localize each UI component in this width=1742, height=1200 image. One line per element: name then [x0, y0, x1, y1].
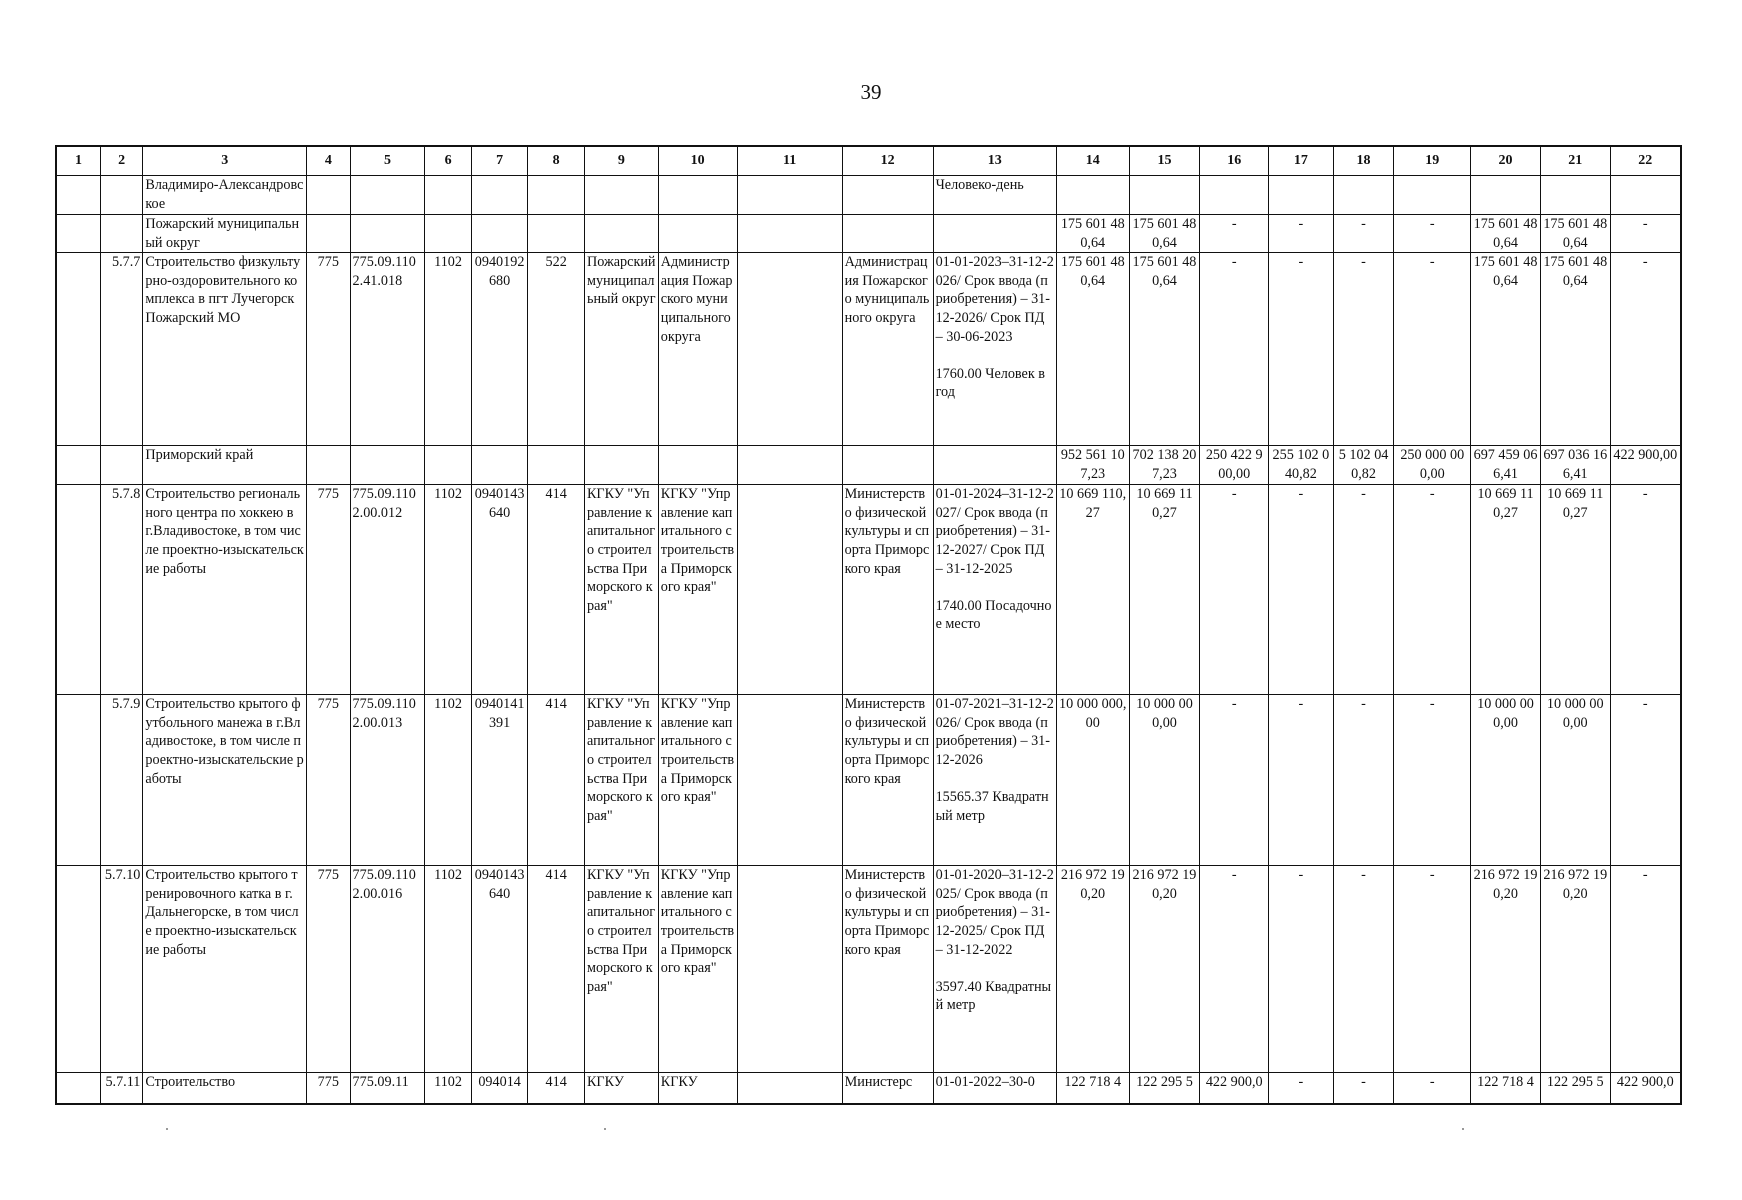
table-cell [737, 485, 842, 695]
column-header: 2 [100, 146, 142, 176]
table-cell [471, 215, 528, 253]
table-cell: - [1333, 253, 1394, 446]
table-cell [1540, 176, 1610, 215]
table-cell: 175 601 480,64 [1129, 253, 1200, 446]
table-cell: Человеко-день [933, 176, 1056, 215]
column-header: 7 [471, 146, 528, 176]
table-cell [584, 446, 658, 485]
table-cell: 775.09.1102.41.018 [350, 253, 425, 446]
table-cell: 175 601 480,64 [1471, 253, 1541, 446]
table-cell: 775.09.1102.00.013 [350, 695, 425, 866]
table-cell [737, 176, 842, 215]
column-header: 17 [1269, 146, 1334, 176]
table-cell: КГКУ "Управление капитального строительства Приморского края" [584, 485, 658, 695]
column-header: 1 [56, 146, 100, 176]
table-cell: 702 138 207,23 [1129, 446, 1200, 485]
table-cell: - [1269, 866, 1334, 1073]
table-cell: - [1200, 485, 1269, 695]
scan-speck [166, 1128, 168, 1130]
table-cell: 094014 [471, 1073, 528, 1104]
table-cell [425, 446, 471, 485]
table-row [56, 446, 1681, 485]
table-cell [56, 695, 100, 866]
table-cell [528, 446, 585, 485]
table-cell [1129, 176, 1200, 215]
table-cell: 10 669 110,27 [1129, 485, 1200, 695]
column-header: 5 [350, 146, 425, 176]
table-cell [737, 1073, 842, 1104]
table-cell: 175 601 480,64 [1056, 253, 1129, 446]
table-cell [350, 446, 425, 485]
table-cell [350, 215, 425, 253]
column-header: 10 [658, 146, 737, 176]
table-cell: КГКУ "Управление капитального строительства Приморского края" [658, 695, 737, 866]
table-cell [528, 176, 585, 215]
table-cell: - [1269, 695, 1334, 866]
table-row [56, 176, 1681, 215]
budget-table [55, 145, 1682, 1105]
table-cell: - [1610, 695, 1681, 866]
table-cell: - [1200, 253, 1269, 446]
table-cell: Владимиро-Александровское [143, 176, 307, 215]
table-cell [737, 446, 842, 485]
table-cell [471, 176, 528, 215]
table-cell: Министерс [842, 1073, 933, 1104]
table-cell [1269, 176, 1334, 215]
table-cell [933, 446, 1056, 485]
table-cell: - [1610, 253, 1681, 446]
table-cell: - [1269, 215, 1334, 253]
scan-speck [1462, 1128, 1464, 1130]
table-cell: 10 000 000,00 [1056, 695, 1129, 866]
table-cell [56, 1073, 100, 1104]
table-cell: - [1394, 485, 1471, 695]
table-cell: 414 [528, 695, 585, 866]
table-row [56, 215, 1681, 253]
table-cell: КГКУ [584, 1073, 658, 1104]
table-cell: Строительство физкультурно-оздоровительного комплекса в пгт Лучегорск Пожарский МО [143, 253, 307, 446]
table-cell: Министерство физической культуры и спорта Приморского края [842, 866, 933, 1073]
table-cell: 10 669 110,27 [1056, 485, 1129, 695]
table-cell: 122 295 5 [1540, 1073, 1610, 1104]
table-cell: 122 295 5 [1129, 1073, 1200, 1104]
table-cell: 175 601 480,64 [1129, 215, 1200, 253]
table-cell: - [1269, 253, 1334, 446]
table-cell: Строительство крытого тренировочного катка в г. Дальнегорске, в том числе проектно-изыскательские работы [143, 866, 307, 1073]
table-cell [56, 215, 100, 253]
table-cell: 5.7.10 [100, 866, 142, 1073]
table-cell: - [1394, 1073, 1471, 1104]
table-cell: 216 972 190,20 [1540, 866, 1610, 1073]
table-cell: Пожарский муниципальный округ [143, 215, 307, 253]
table-cell: Строительство [143, 1073, 307, 1104]
table-cell: КГКУ "Управление капитального строительства Приморского края" [584, 866, 658, 1073]
table-cell [1056, 176, 1129, 215]
column-header: 12 [842, 146, 933, 176]
column-header: 8 [528, 146, 585, 176]
table-row [56, 253, 1681, 446]
table-cell: 0940143640 [471, 485, 528, 695]
table-cell: 775 [307, 253, 350, 446]
table-cell: 255 102 040,82 [1269, 446, 1334, 485]
table-row [56, 485, 1681, 695]
table-cell: КГКУ "Управление капитального строительства Приморского края" [658, 485, 737, 695]
table-cell: 01-01-2023–31-12-2026/ Срок ввода (приобретения) – 31-12-2026/ Срок ПД – 30-06-2023 1760.00 Человек в год [933, 253, 1056, 446]
table-cell: 422 900,0 [1610, 1073, 1681, 1104]
table-cell: 216 972 190,20 [1056, 866, 1129, 1073]
table-cell [1394, 176, 1471, 215]
table-cell [658, 215, 737, 253]
table-cell [425, 215, 471, 253]
table-cell: 10 000 000,00 [1471, 695, 1541, 866]
table-cell [307, 176, 350, 215]
table-cell: - [1200, 695, 1269, 866]
table-cell: Министерство физической культуры и спорта Приморского края [842, 485, 933, 695]
table-cell: 175 601 480,64 [1540, 253, 1610, 446]
table-cell: 0940143640 [471, 866, 528, 1073]
page-number: 39 [860, 80, 882, 104]
table-cell: 422 900,0 [1200, 1073, 1269, 1104]
column-header: 19 [1394, 146, 1471, 176]
table-cell: 10 000 000,00 [1129, 695, 1200, 866]
table-cell [842, 446, 933, 485]
header-row [56, 146, 1681, 176]
column-header: 21 [1540, 146, 1610, 176]
table-cell: 10 000 000,00 [1540, 695, 1610, 866]
table-cell: - [1200, 866, 1269, 1073]
table-cell [1610, 176, 1681, 215]
table-cell: КГКУ "Управление капитального строительства Приморского края" [584, 695, 658, 866]
table-cell [842, 176, 933, 215]
table-cell: 5.7.8 [100, 485, 142, 695]
table-cell: 697 036 166,41 [1540, 446, 1610, 485]
table-cell [658, 446, 737, 485]
table-cell: 01-07-2021–31-12-2026/ Срок ввода (приобретения) – 31-12-2026 15565.37 Квадратный метр [933, 695, 1056, 866]
table-cell [350, 176, 425, 215]
table-cell [658, 176, 737, 215]
table-cell [100, 446, 142, 485]
table-cell [737, 215, 842, 253]
table-cell: - [1394, 215, 1471, 253]
table-cell [56, 176, 100, 215]
table-cell: - [1610, 215, 1681, 253]
column-header: 14 [1056, 146, 1129, 176]
table-cell: - [1394, 253, 1471, 446]
table-cell [56, 485, 100, 695]
table-cell [584, 176, 658, 215]
table-cell: - [1394, 695, 1471, 866]
table-cell: 250 422 900,00 [1200, 446, 1269, 485]
table-cell [56, 866, 100, 1073]
column-header: 13 [933, 146, 1056, 176]
table-cell: Министерство физической культуры и спорта Приморского края [842, 695, 933, 866]
table-cell: - [1200, 215, 1269, 253]
table-cell: 10 669 110,27 [1471, 485, 1541, 695]
table-cell: - [1333, 485, 1394, 695]
table-cell: 5 102 040,82 [1333, 446, 1394, 485]
column-header: 4 [307, 146, 350, 176]
table-cell: 414 [528, 866, 585, 1073]
table-cell: - [1333, 866, 1394, 1073]
table-cell [100, 176, 142, 215]
table-cell: 775 [307, 1073, 350, 1104]
table-cell: 122 718 4 [1056, 1073, 1129, 1104]
table-cell: - [1610, 866, 1681, 1073]
table-cell: 5.7.9 [100, 695, 142, 866]
table-cell: 216 972 190,20 [1129, 866, 1200, 1073]
table-cell: - [1269, 485, 1334, 695]
table-cell: Администрация Пожарского муниципального округа [658, 253, 737, 446]
table-cell: 775.09.1102.00.012 [350, 485, 425, 695]
table-cell: 0940192680 [471, 253, 528, 446]
table-cell: 1102 [425, 485, 471, 695]
table-cell: 775.09.11 [350, 1073, 425, 1104]
table-cell: - [1269, 1073, 1334, 1104]
table-cell: 01-01-2020–31-12-2025/ Срок ввода (приобретения) – 31-12-2025/ Срок ПД – 31-12-2022 3597.40 Квадратный метр [933, 866, 1056, 1073]
table-cell: 122 718 4 [1471, 1073, 1541, 1104]
table-cell: 175 601 480,64 [1056, 215, 1129, 253]
column-header: 20 [1471, 146, 1541, 176]
table-cell: 175 601 480,64 [1540, 215, 1610, 253]
table-cell: Строительство крытого футбольного манежа в г.Владивостоке, в том числе проектно-изыскательские работы [143, 695, 307, 866]
column-header: 18 [1333, 146, 1394, 176]
table-cell [842, 215, 933, 253]
table-cell [1471, 176, 1541, 215]
table-cell: 01-01-2024–31-12-2027/ Срок ввода (приобретения) – 31-12-2027/ Срок ПД – 31-12-2025 1740.00 Посадочное место [933, 485, 1056, 695]
table-cell: 697 459 066,41 [1471, 446, 1541, 485]
table-cell [471, 446, 528, 485]
table-cell [56, 446, 100, 485]
table-cell: 522 [528, 253, 585, 446]
table-cell: 216 972 190,20 [1471, 866, 1541, 1073]
table-cell: 414 [528, 1073, 585, 1104]
table-cell: 5.7.11 [100, 1073, 142, 1104]
table-cell: 775 [307, 866, 350, 1073]
table-cell: 5.7.7 [100, 253, 142, 446]
table-cell [1200, 176, 1269, 215]
column-header: 15 [1129, 146, 1200, 176]
table-cell: КГКУ [658, 1073, 737, 1104]
table-cell: 414 [528, 485, 585, 695]
table-cell: КГКУ "Управление капитального строительства Приморского края" [658, 866, 737, 1073]
table-cell: - [1333, 1073, 1394, 1104]
table-cell [737, 253, 842, 446]
table-cell: - [1394, 866, 1471, 1073]
table-cell [737, 866, 842, 1073]
table-cell: Пожарский муниципальный округ [584, 253, 658, 446]
table-cell: - [1610, 485, 1681, 695]
table-cell: Администрация Пожарского муниципального округа [842, 253, 933, 446]
table-cell: 1102 [425, 1073, 471, 1104]
table-cell [584, 215, 658, 253]
table-cell: 775 [307, 695, 350, 866]
table-cell: 250 000 000,00 [1394, 446, 1471, 485]
table-cell [425, 176, 471, 215]
table-cell: 0940141391 [471, 695, 528, 866]
table-cell: Строительство регионального центра по хоккею в г.Владивостоке, в том числе проектно-изыскательские работы [143, 485, 307, 695]
table-row [56, 866, 1681, 1073]
table-cell: 775 [307, 485, 350, 695]
scan-speck [604, 1128, 606, 1130]
table-cell: 1102 [425, 695, 471, 866]
table-cell [1333, 176, 1394, 215]
column-header: 3 [143, 146, 307, 176]
column-header: 9 [584, 146, 658, 176]
column-header: 11 [737, 146, 842, 176]
table-cell: - [1333, 695, 1394, 866]
table-cell [737, 695, 842, 866]
column-header: 16 [1200, 146, 1269, 176]
table-cell [100, 215, 142, 253]
table-cell: 952 561 107,23 [1056, 446, 1129, 485]
table-cell [56, 253, 100, 446]
table-cell [307, 215, 350, 253]
table-row [56, 1073, 1681, 1104]
table-cell: 01-01-2022–30-0 [933, 1073, 1056, 1104]
table-cell: 10 669 110,27 [1540, 485, 1610, 695]
table-cell [307, 446, 350, 485]
table-cell: - [1333, 215, 1394, 253]
table-cell: 775.09.1102.00.016 [350, 866, 425, 1073]
column-header: 6 [425, 146, 471, 176]
table-cell: Приморский край [143, 446, 307, 485]
table-row [56, 695, 1681, 866]
column-header: 22 [1610, 146, 1681, 176]
table-cell: 1102 [425, 253, 471, 446]
table-cell: 175 601 480,64 [1471, 215, 1541, 253]
table-cell: 1102 [425, 866, 471, 1073]
table-cell [933, 215, 1056, 253]
table-cell [528, 215, 585, 253]
table-cell: 422 900,00 [1610, 446, 1681, 485]
